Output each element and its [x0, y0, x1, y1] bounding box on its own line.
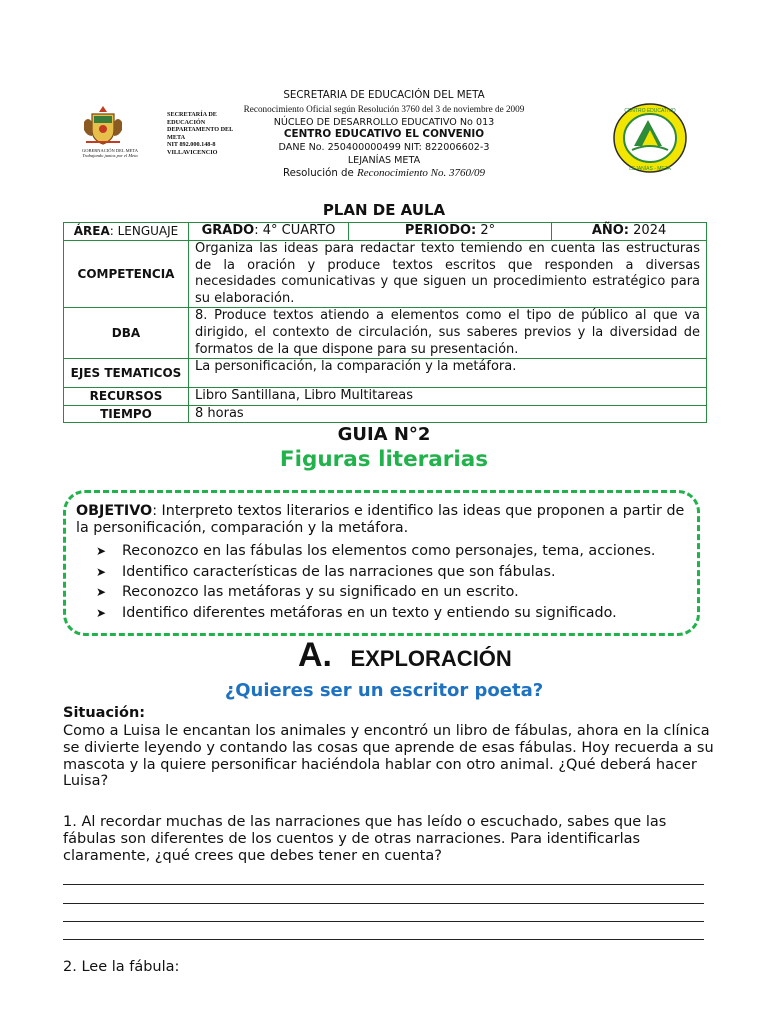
header-reconocimiento: Reconocimiento Oficial según Resolución 3760 del 3 de noviembre de 2009 — [243, 104, 525, 114]
competencia-label: COMPETENCIA — [64, 241, 189, 308]
objetivo-label: OBJETIVO — [76, 503, 153, 519]
plan-title: PLAN DE AULA — [322, 201, 446, 219]
table-row — [64, 308, 707, 359]
section-title: EXPLORACIÓN — [350, 646, 512, 671]
header-centro: CENTRO EDUCATIVO EL CONVENIO — [283, 128, 485, 140]
arrow-bullet-icon: ➤ — [96, 605, 107, 620]
section-letter: A. — [298, 636, 332, 674]
ano-cell: AÑO: 2024 — [552, 223, 707, 241]
list-item: ➤ Identifico diferentes metáforas en un texto y entiendo su significado. — [96, 603, 686, 624]
arrow-bullet-icon: ➤ — [96, 585, 107, 599]
table-row — [64, 388, 707, 406]
ejes-label: EJES TEMATICOS — [64, 359, 189, 388]
recursos-text: Libro Santillana, Libro Multitareas — [189, 388, 707, 406]
header-resolucion — [0, 167, 768, 179]
situacion-text: Como a Luisa le encantan los animales y encontró un libro de fábulas, ahora en la clínica se divierte leyendo y contando las cosas que aprende de esas fábulas. Hoy recuerda a su mascota y la quiere personificar haciéndola hablar con otro animal. ¿Qué deberá hacer Luisa? — [63, 723, 714, 790]
objetivo-text: : Interpreto textos literarios e identifico las ideas que proponen a partir de la personificación, comparación y la metáfora. — [76, 503, 685, 536]
dba-text: 8. Produce textos atiendo a elementos como el tipo de público al que va dirigido, el contexto de circulación, sus saberes previos y la diversidad de formatos de la que dispone para su presentación. — [189, 308, 707, 359]
guia-title: GUIA N°2 — [337, 424, 431, 445]
plan-table — [63, 222, 707, 423]
resolucion-prefix: Resolución de — [282, 168, 358, 179]
ejes-text: La personificación, la comparación y la metáfora. — [189, 359, 707, 388]
logo-caption: GOBERNACIÓN DEL META Trabajando juntos por el Meta — [82, 148, 138, 158]
secretaria-logo-text: SECRETARÍA DE EDUCACIÓN DEPARTAMENTO DEL META NIT 892.000.148-8 VILLAVICENCIO — [167, 111, 233, 156]
plan-header-row — [64, 223, 707, 241]
answer-line[interactable] — [63, 884, 704, 885]
exploracion-heading — [298, 636, 512, 675]
resolucion-number: Reconocimiento No. 3760/09 — [357, 167, 486, 179]
periodo-cell: PERIODO: 2° — [349, 223, 552, 241]
area-cell: ÁREA: LENGUAJE — [64, 223, 189, 241]
list-item: ➤ Reconozco en las fábulas los elementos como personajes, tema, acciones. — [96, 541, 686, 562]
table-row — [64, 405, 707, 423]
competencia-text: Organiza las ideas para redactar texto temiendo en cuenta las estructuras de la oración y produce textos escritos que responden a diversas necesidades comunicativas y que siguen un procedimiento estratégico para su elaboración. — [189, 241, 707, 308]
svg-text:CENTRO EDUCATIVO: CENTRO EDUCATIVO — [624, 108, 676, 114]
table-row — [64, 359, 707, 388]
recursos-label: RECURSOS — [64, 388, 189, 406]
objetivo-box — [63, 490, 700, 636]
answer-line[interactable] — [63, 921, 704, 922]
question-1: 1. Al recordar muchas de las narraciones que has leído o escuchado, sabes que las fábulas son diferentes de los cuentos y de otras narraciones. Para identificarlas claramente, ¿qué crees que debes tener en cuenta? — [63, 814, 667, 864]
arrow-bullet-icon: ➤ — [96, 544, 107, 558]
header-dane: DANE No. 250400000499 NIT: 822006602-3 — [278, 142, 490, 153]
exploracion-question: ¿Quieres ser un escritor poeta? — [224, 680, 544, 701]
question-2: 2. Lee la fábula: — [63, 959, 180, 975]
list-item: ➤ Identifico características de las narraciones que son fábulas. — [96, 562, 686, 583]
header-secretaria: SECRETARIA DE EDUCACIÓN DEL META — [283, 89, 485, 101]
tiempo-text: 8 horas — [189, 405, 707, 423]
tiempo-label: TIEMPO — [64, 405, 189, 423]
table-row — [64, 241, 707, 308]
grado-cell: GRADO: 4° CUARTO — [189, 223, 349, 241]
list-item: ➤ Reconozco las metáforas y su significado en un escrito. — [96, 582, 686, 603]
arrow-bullet-icon: ➤ — [96, 564, 107, 579]
header-lugar: LEJANÍAS META — [347, 155, 421, 166]
guia-subtitle: Figuras literarias — [279, 447, 489, 472]
answer-line[interactable] — [63, 939, 704, 940]
situacion-label: Situación: — [63, 705, 146, 721]
answer-line[interactable] — [63, 903, 704, 904]
dba-label: DBA — [64, 308, 189, 359]
objetivo-paragraph — [76, 503, 691, 537]
objetivo-list — [96, 541, 686, 623]
header-nucleo: NÚCLEO DE DESARROLLO EDUCATIVO No 013 — [273, 117, 495, 128]
svg-text:LEJANÍAS - META: LEJANÍAS - META — [629, 166, 671, 172]
